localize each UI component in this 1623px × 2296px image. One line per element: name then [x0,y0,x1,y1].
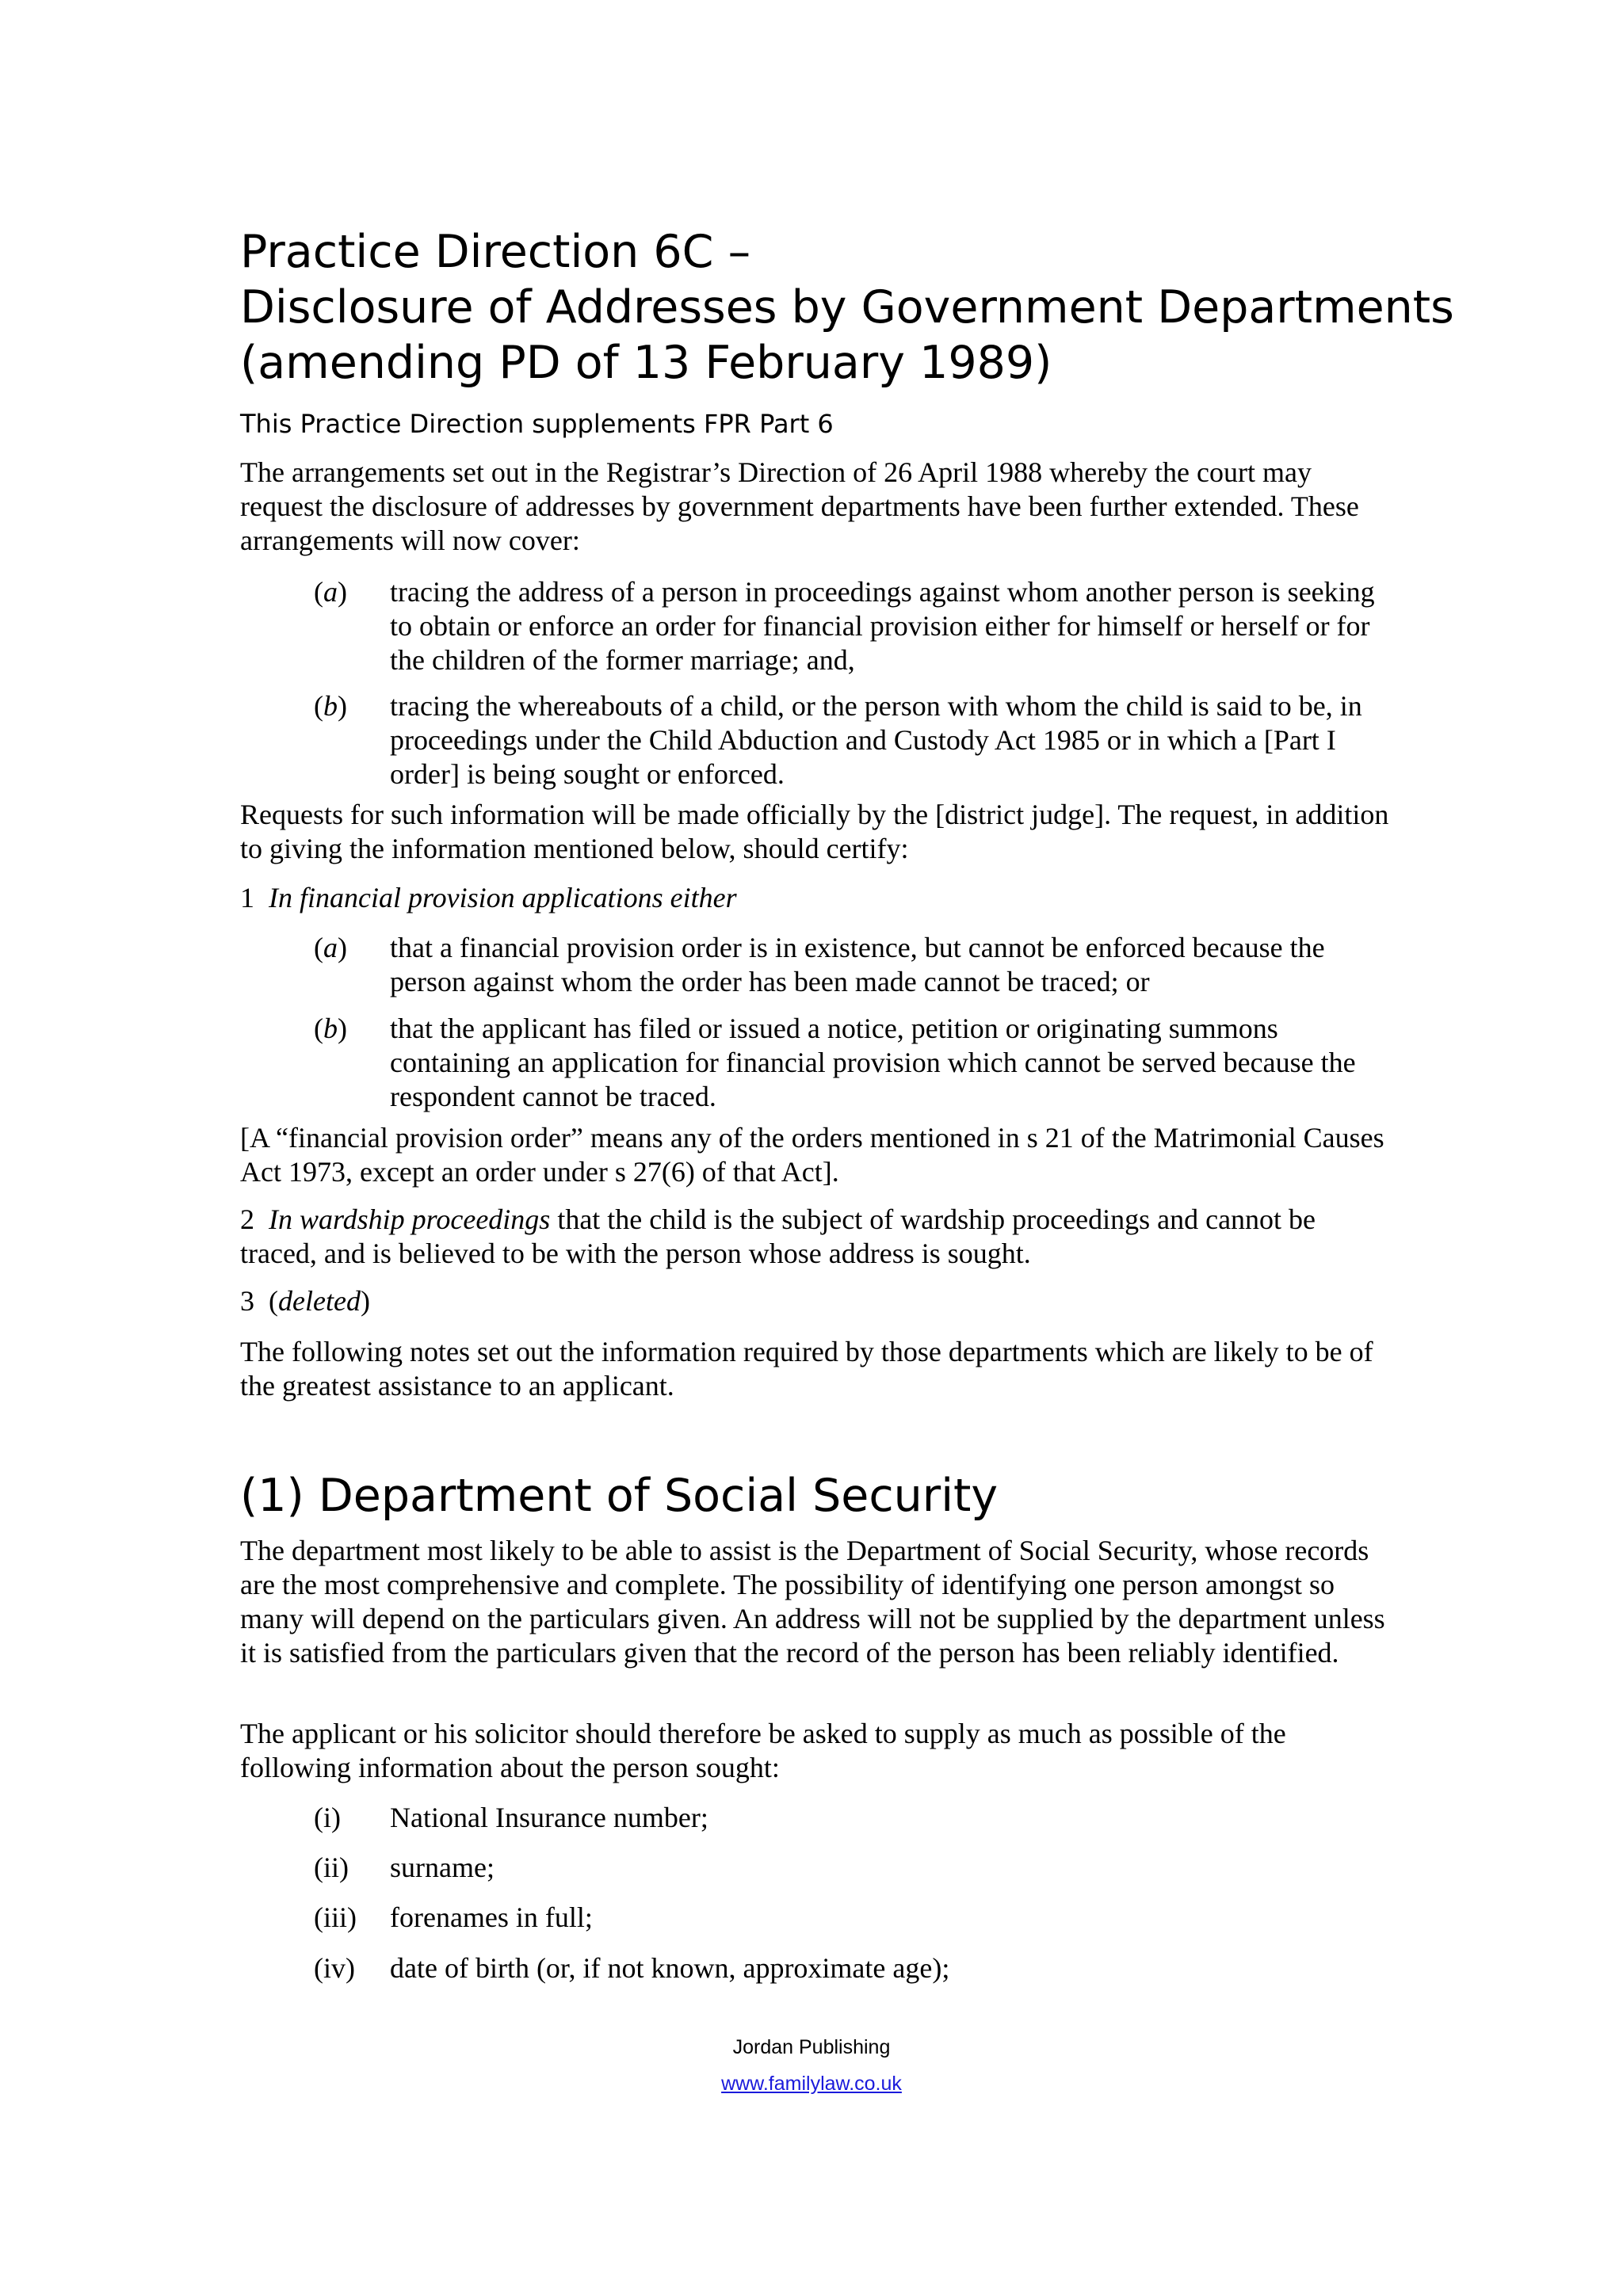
supplements-line: This Practice Direction supplements FPR Part 6 [240,409,834,439]
footer-url-link[interactable]: www.familylaw.co.uk [721,2073,902,2095]
cover-item-b-label: (b) [314,690,347,722]
section-heading-dss: (1) Department of Social Security [240,1470,999,1522]
point-1-heading: In financial provision applications either [269,882,737,913]
dss-item-iii-label: (iii) [314,1901,357,1933]
title-line-3: (amending PD of 13 February 1989) [240,337,1052,389]
dss-item-ii-text: surname; [390,1852,495,1883]
dss-item-iv-label: (iv) [314,1952,355,1984]
financial-item-b-label: (b) [314,1013,347,1044]
requests-paragraph: Requests for such information will be made officially by the [district judge]. The request, in addition to giving the information mentioned below, should certify: [240,799,1389,864]
dss-item-i-label: (i) [314,1802,341,1833]
point-3-number: 3 [240,1285,254,1317]
dss-item-i-text: National Insurance number; [390,1802,708,1833]
point-1 [240,881,1389,915]
notes-intro: The following notes set out the information required by those departments which are likely to be of the greatest assistance to an applicant. [240,1336,1373,1402]
dss-paragraph-2: The applicant or his solicitor should therefore be asked to supply as much as possible of the following information about the person sought: [240,1718,1286,1783]
point-3: 3 (deleted) [240,1285,370,1317]
dss-paragraph-1: The department most likely to be able to assist is the Department of Social Security, whose records are the most comprehensive and complete. The possibility of identifying one person amongst so many will depend on the particulars given. An address will not be supplied by the department unless it is satisfied from the particulars given that the record of the person has been reliably identified. [240,1535,1385,1669]
financial-item-a-text: that a financial provision order is in existence, but cannot be enforced because the person against whom the order has been made cannot be traced; or [390,932,1325,997]
intro-paragraph: The arrangements set out in the Registrar’s Direction of 26 April 1988 whereby the court may request the disclosure of addresses by government departments have been further extended. These arrangements will now cover: [240,456,1359,556]
point-2-heading: In wardship proceedings [269,1203,551,1235]
point-2-number: 2 [240,1203,254,1235]
dss-item-iv-text: date of birth (or, if not known, approximate age); [390,1952,950,1984]
title-line-2: Disclosure of Addresses by Government Departments [240,281,1454,334]
cover-item-a-text: tracing the address of a person in proceedings against whom another person is seeking to obtain or enforce an order for financial provision either for himself or herself or for the children of the former marriage; and, [390,576,1375,676]
financial-item-a-label: (a) [314,932,347,963]
dss-item-ii-label: (ii) [314,1852,349,1883]
point-2-text: that the child is the subject of wardship proceedings and cannot be traced, and is believed to be with the person whose address is sought. [240,1203,1316,1269]
point-2 [240,1203,1389,1271]
dss-item-iii-text: forenames in full; [390,1901,593,1933]
page-title [240,224,1454,391]
footer-link-wrap [0,2071,1623,2096]
cover-item-a-label: (a) [314,576,347,608]
financial-item-b-text: that the applicant has filed or issued a notice, petition or originating summons containing an application for financial provision which cannot be served because the respondent cannot be traced. [390,1013,1356,1112]
point-3-text: deleted [278,1285,361,1317]
financial-note: [A “financial provision order” means any of the orders mentioned in s 21 of the Matrimonial Causes Act 1973, except an order under s 27(6) of that Act]. [240,1122,1384,1188]
footer-publisher: Jordan Publishing [732,2036,891,2058]
title-line-1: Practice Direction 6C – [240,226,751,278]
point-1-number: 1 [240,882,254,913]
cover-item-b-text: tracing the whereabouts of a child, or the person with whom the child is said to be, in proceedings under the Child Abduction and Custody Act 1985 or in which a [Part I order] is being sought or enforced. [390,690,1362,790]
